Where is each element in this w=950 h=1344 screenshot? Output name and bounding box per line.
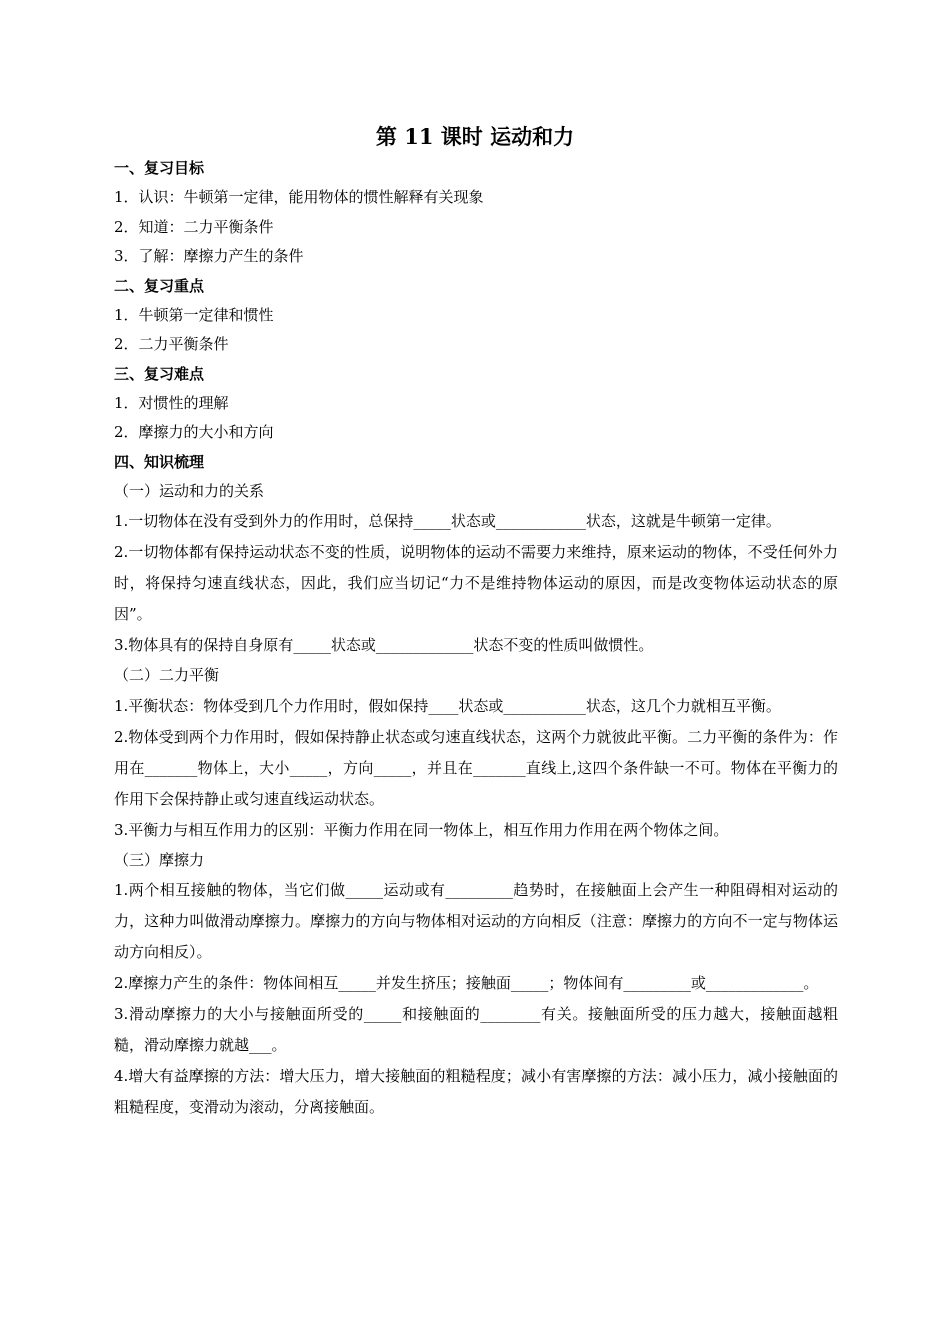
document-title: 第 11 课时 运动和力 xyxy=(375,124,575,149)
paragraph: 1.平衡状态：物体受到几个力作用时，假如保持____状态或___________状态，这几个力就相互平衡。 xyxy=(114,696,781,715)
paragraph: 1.两个相互接触的物体，当它们做_____运动或有_________趋势时，在接触面上会产生一种阻碍相对运动的力，这种力叫做滑动摩擦力。摩擦力的方向与物体相对运动的方向相反（注意：摩擦力的方向不一定与物体运动方向相反）。 xyxy=(114,881,838,961)
subsection-label-motion-force: （一）运动和力的关系 xyxy=(114,481,265,500)
list-item: 3．了解：摩擦力产生的条件 xyxy=(114,247,304,265)
paragraph: 3.平衡力与相互作用力的区别：平衡力作用在同一物体上，相互作用力作用在两个物体之间。 xyxy=(114,820,729,839)
paragraph: 1.一切物体在没有受到外力的作用时，总保持_____状态或____________状态，这就是牛顿第一定律。 xyxy=(114,512,781,530)
section-heading-knowledge: 四、知识梳理 xyxy=(114,452,205,471)
section-heading-difficulties: 三、复习难点 xyxy=(114,364,205,383)
list-item: 2．二力平衡条件 xyxy=(114,335,229,353)
paragraph: 2.摩擦力产生的条件：物体间相互_____并发生挤压；接触面_____；物体间有_________或_____________。 xyxy=(114,974,819,992)
document-body xyxy=(114,154,838,1123)
list-item: 1．牛顿第一定律和惯性 xyxy=(114,305,274,324)
section-heading-key-points: 二、复习重点 xyxy=(114,276,205,295)
list-item: 2．知道：二力平衡条件 xyxy=(114,217,274,236)
section-heading-goals: 一、复习目标 xyxy=(114,159,205,177)
paragraph: 3.物体具有的保持自身原有_____状态或_____________状态不变的性质叫做惯性。 xyxy=(114,636,654,654)
list-item: 1．认识：牛顿第一定律，能用物体的惯性解释有关现象 xyxy=(114,188,484,206)
paragraph: 4.增大有益摩擦的方法：增大压力，增大接触面的粗糙程度；减小有害摩擦的方法：减小压力，减小接触面的粗糙程度，变滑动为滚动，分离接触面。 xyxy=(114,1067,838,1116)
list-item: 1．对惯性的理解 xyxy=(114,393,229,412)
paragraph: 2.物体受到两个力作用时，假如保持静止状态或匀速直线状态，这两个力就彼此平衡。二力平衡的条件为：作用在_______物体上，大小_____，方向_____，并且在_______直线上,这四个条件缺一不可。物体在平衡力的作用下会保持静止或匀速直线运动状态。 xyxy=(114,727,838,808)
paragraph: 2.一切物体都有保持运动状态不变的性质，说明物体的运动不需要力来维持，原来运动的物体，不受任何外力时，将保持匀速直线状态，因此，我们应当切记“力不是维持物体运动的原因，而是改变物体运动状态的原因”。 xyxy=(114,543,838,623)
subsection-label-friction: （三）摩擦力 xyxy=(114,850,205,869)
list-item: 2．摩擦力的大小和方向 xyxy=(114,423,274,441)
subsection-label-balance: （二）二力平衡 xyxy=(114,666,220,684)
paragraph: 3.滑动摩擦力的大小与接触面所受的_____和接触面的________有关。接触面所受的压力越大，接触面越粗糙，滑动摩擦力就越___。 xyxy=(114,1005,838,1054)
